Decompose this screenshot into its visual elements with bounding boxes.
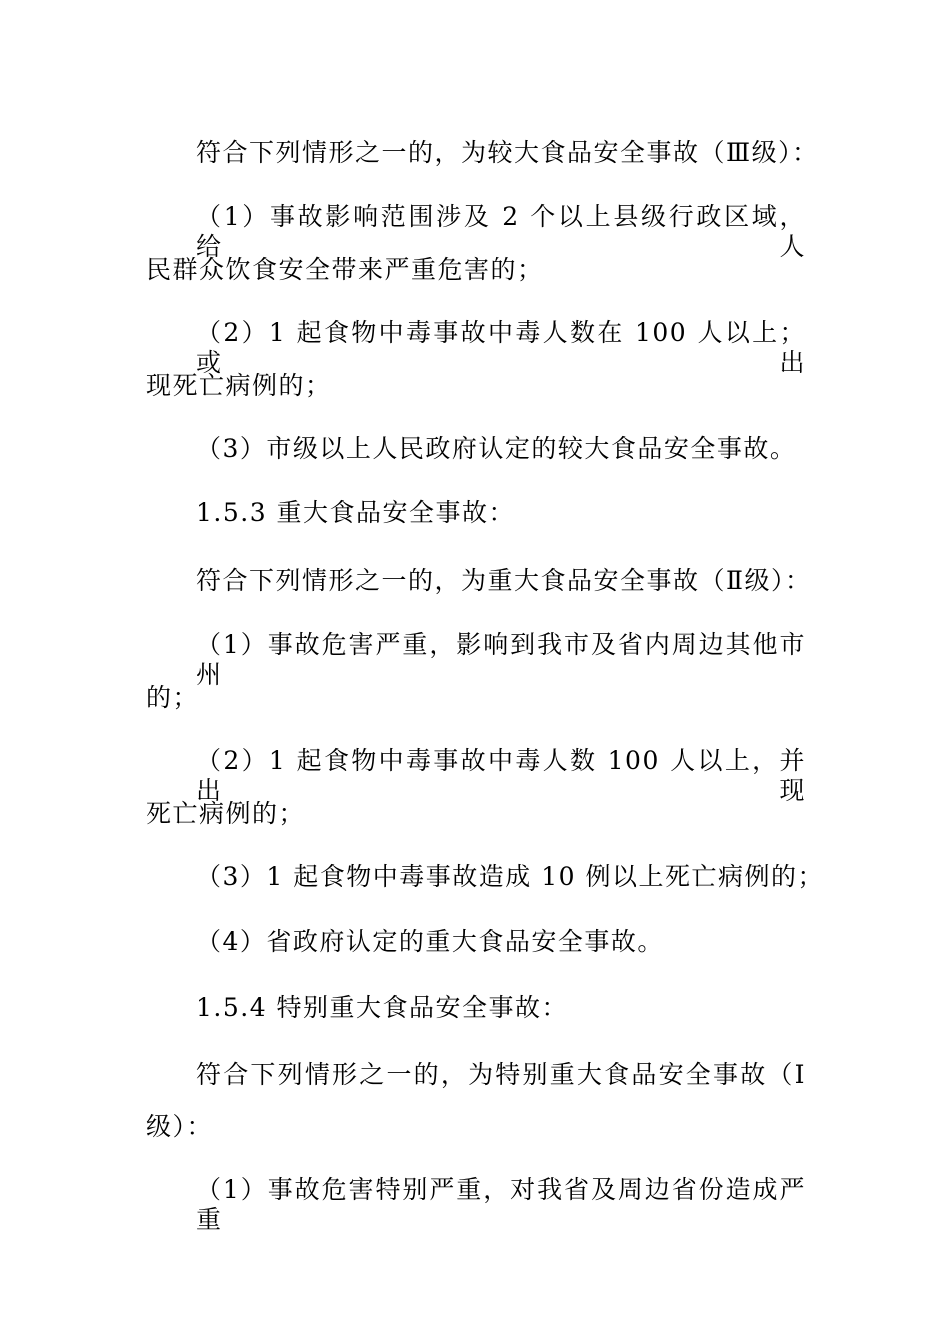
paragraph-line: （1）事故影响范围涉及 2 个以上县级行政区域，给人 (196, 202, 806, 261)
paragraph-line: 符合下列情形之一的，为特别重大食品安全事故（Ⅰ (196, 1060, 806, 1089)
paragraph-line: （2）1 起食物中毒事故中毒人数 100 人以上，并出现 (196, 746, 806, 805)
paragraph-line: 现死亡病例的； (146, 371, 332, 400)
paragraph-line: 民群众饮食安全带来严重危害的； (146, 255, 544, 284)
paragraph-line: （2）1 起食物中毒事故中毒人数在 100 人以上；或出 (196, 318, 806, 377)
paragraph-line: （4）省政府认定的重大食品安全事故。 (196, 927, 664, 956)
paragraph-line: 死亡病例的； (146, 799, 306, 828)
section-heading: 1.5.4 特别重大食品安全事故： (196, 993, 569, 1022)
paragraph-line: 符合下列情形之一的，为重大食品安全事故（Ⅱ级）： (196, 566, 812, 595)
section-heading: 1.5.3 重大食品安全事故： (196, 498, 516, 527)
paragraph-line: （3）1 起食物中毒事故造成 10 例以上死亡病例的； (196, 862, 824, 891)
paragraph-line: （1）事故危害特别严重，对我省及周边省份造成严重 (196, 1175, 806, 1234)
paragraph-line: 符合下列情形之一的，为较大食品安全事故（Ⅲ级）： (196, 138, 819, 167)
paragraph-line: （3）市级以上人民政府认定的较大食品安全事故。 (196, 434, 797, 463)
paragraph-line: 级）： (146, 1112, 214, 1141)
paragraph-line: 的； (146, 683, 200, 712)
paragraph-line: （1）事故危害严重，影响到我市及省内周边其他市州 (196, 630, 806, 689)
